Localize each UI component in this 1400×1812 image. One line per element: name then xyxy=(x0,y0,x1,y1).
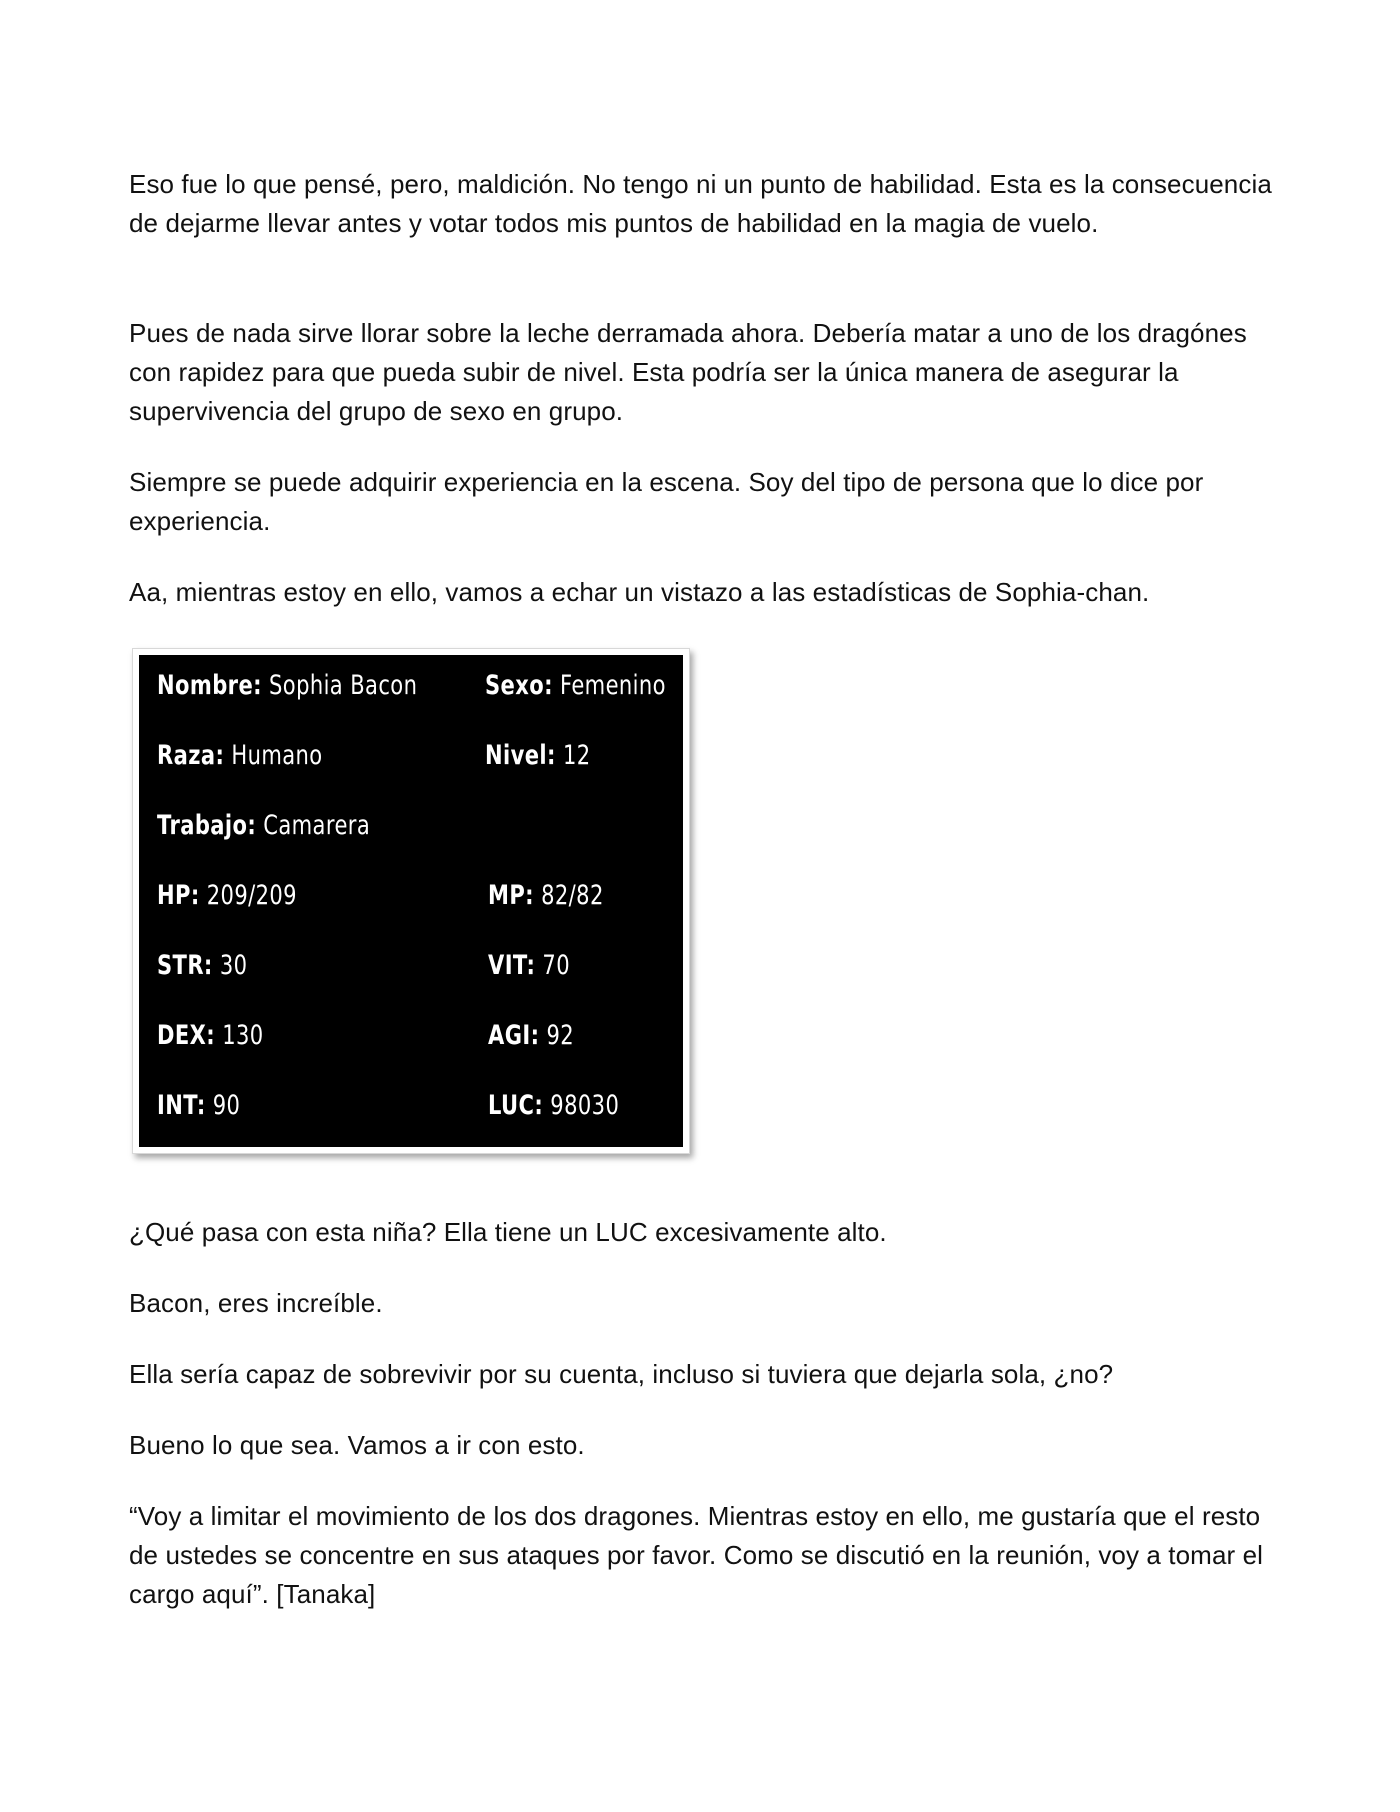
stat-agi xyxy=(488,1019,574,1053)
stat-label: HP: xyxy=(157,880,200,911)
stat-value: Femenino xyxy=(559,670,666,701)
stat-value: 130 xyxy=(222,1020,264,1051)
paragraph: Pues de nada sirve llorar sobre la leche derramada ahora. Debería matar a uno de los dragónes con rapidez para que pueda subir de nivel. Esta podría ser la única manera de asegurar la supervivencia del grupo de sexo en grupo. xyxy=(129,318,1247,426)
stat-value: Sophia Bacon xyxy=(269,670,418,701)
stat-label: Raza: xyxy=(157,740,225,771)
stat-value: 98030 xyxy=(550,1090,620,1121)
stat-label: Nivel: xyxy=(485,740,556,771)
stat-label: Trabajo: xyxy=(157,810,257,841)
stat-str xyxy=(157,949,247,983)
stat-hp xyxy=(157,879,297,913)
stat-luc xyxy=(488,1089,619,1123)
paragraph: Ella sería capaz de sobrevivir por su cuenta, incluso si tuviera que dejarla sola, ¿no? xyxy=(129,1359,1114,1389)
stat-label: VIT: xyxy=(488,950,536,981)
stat-value: 30 xyxy=(219,950,248,981)
paragraph: Bacon, eres increíble. xyxy=(129,1288,383,1318)
stat-job xyxy=(157,809,370,843)
stat-label: MP: xyxy=(488,880,534,911)
stat-value: 70 xyxy=(542,950,571,981)
stat-value: Humano xyxy=(231,740,323,771)
stat-value: 12 xyxy=(562,740,591,771)
stat-label: Nombre: xyxy=(157,670,262,701)
stat-mp xyxy=(488,879,604,913)
stat-sex xyxy=(485,669,666,703)
paragraph: Bueno lo que sea. Vamos a ir con esto. xyxy=(129,1430,585,1460)
paragraph: “Voy a limitar el movimiento de los dos dragones. Mientras estoy en ello, me gustaría que el resto de ustedes se concentre en sus ataques por favor. Como se discutió en la reunión, voy a tomar el cargo aquí”. [Tanaka] xyxy=(129,1501,1264,1609)
stat-race xyxy=(157,739,323,773)
stat-level xyxy=(485,739,591,773)
stat-label: STR: xyxy=(157,950,213,981)
stat-label: Sexo: xyxy=(485,670,553,701)
status-window-frame xyxy=(132,648,690,1154)
status-window xyxy=(139,655,683,1147)
stat-value: 90 xyxy=(212,1090,241,1121)
stat-vit xyxy=(488,949,570,983)
stat-label: INT: xyxy=(157,1090,206,1121)
stat-value: 82/82 xyxy=(541,880,604,911)
stat-name xyxy=(157,669,417,703)
stat-value: 209/209 xyxy=(206,880,297,911)
paragraph: Aa, mientras estoy en ello, vamos a echar un vistazo a las estadísticas de Sophia-chan. xyxy=(129,577,1150,607)
stat-label: LUC: xyxy=(488,1090,544,1121)
stat-dex xyxy=(157,1019,264,1053)
paragraph: Eso fue lo que pensé, pero, maldición. No tengo ni un punto de habilidad. Esta es la consecuencia de dejarme llevar antes y votar todos mis puntos de habilidad en la magia de vuelo. xyxy=(129,169,1272,238)
stat-label: AGI: xyxy=(488,1020,540,1051)
paragraph: ¿Qué pasa con esta niña? Ella tiene un LUC excesivamente alto. xyxy=(129,1217,887,1247)
stat-value: 92 xyxy=(546,1020,575,1051)
stat-label: DEX: xyxy=(157,1020,216,1051)
stat-value: Camarera xyxy=(263,810,371,841)
stat-int xyxy=(157,1089,240,1123)
paragraph: Siempre se puede adquirir experiencia en la escena. Soy del tipo de persona que lo dice por experiencia. xyxy=(129,467,1204,536)
